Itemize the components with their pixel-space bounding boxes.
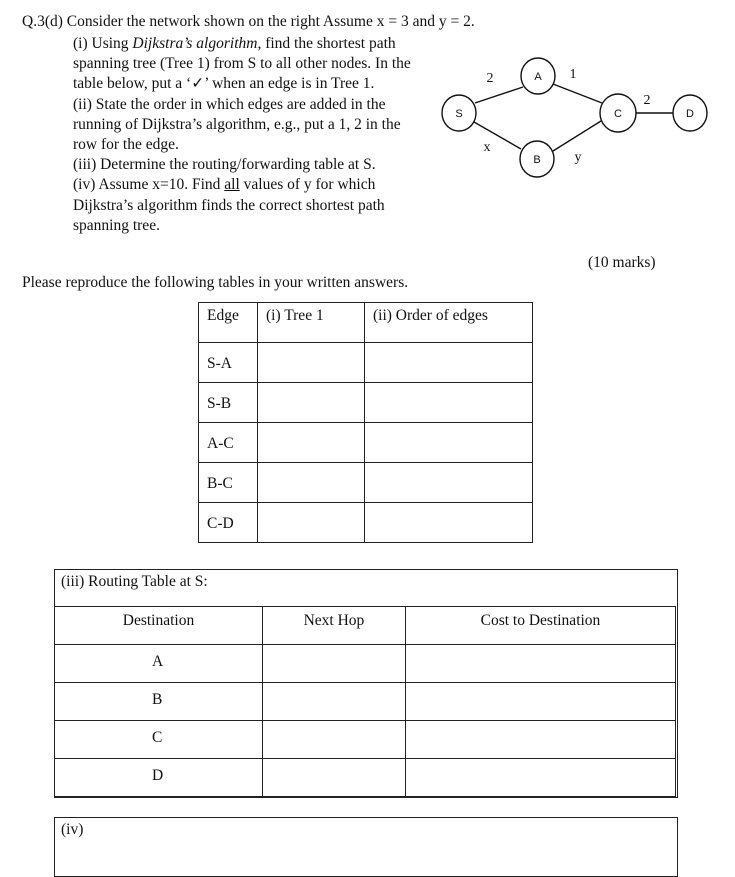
part-iv-label: (iv) [61, 821, 84, 838]
routing-table-title: (iii) Routing Table at S: [61, 573, 208, 590]
edge-s-b [474, 122, 521, 149]
tree1-cell[interactable] [258, 383, 365, 423]
routing-table-header [55, 607, 676, 645]
header-cost: Cost to Destination [405, 607, 675, 645]
order-cell[interactable] [365, 343, 533, 383]
next-hop-cell[interactable] [263, 759, 406, 797]
table-row [55, 721, 676, 759]
routing-table-box [54, 569, 678, 798]
destination-cell: B [55, 683, 263, 721]
table-row [199, 463, 533, 503]
cost-cell[interactable] [405, 683, 675, 721]
table-row [199, 343, 533, 383]
node-b-label: B [533, 154, 541, 166]
edge-a-c-label: 1 [569, 67, 577, 82]
edge-a-c [553, 84, 602, 103]
routing-table [54, 606, 676, 797]
table-row [55, 645, 676, 683]
destination-cell: C [55, 721, 263, 759]
part-ii: (ii) State the order in which edges are added in the running of Dijkstra’s algorithm, e.g., put a 1, 2 in the row for the edge. [73, 95, 401, 154]
part-iii: (iii) Determine the routing/forwarding table at S. [73, 156, 376, 174]
next-hop-cell[interactable] [263, 721, 406, 759]
next-hop-cell[interactable] [263, 645, 406, 683]
node-s-label: S [455, 108, 463, 120]
edge-table [198, 302, 533, 543]
tree1-cell[interactable] [258, 503, 365, 543]
question-heading: Q.3(d) Consider the network shown on the right Assume x = 3 and y = 2. [22, 13, 475, 30]
edge-s-a-label: 2 [486, 71, 494, 86]
edge-s-b-label: x [483, 140, 491, 155]
part-iv-text-c: values of y for which Dijkstra’s algorithm finds the correct shortest path spanning tree. [73, 176, 385, 234]
order-cell[interactable] [365, 383, 533, 423]
edge-table-header [199, 303, 533, 343]
edge-cell: C-D [199, 503, 258, 543]
cost-cell[interactable] [405, 759, 675, 797]
table-row [199, 383, 533, 423]
edge-cell: S-A [199, 343, 258, 383]
reproduce-instruction: Please reproduce the following tables in your written answers. [22, 274, 409, 291]
marks-label: (10 marks) [588, 254, 656, 271]
part-iv-answer-box[interactable] [54, 817, 678, 877]
tree1-cell[interactable] [258, 463, 365, 503]
part-iv-text-a: (iv) Assume x=10. Find [73, 176, 225, 194]
edge-b-c-label: y [574, 150, 582, 165]
edge-s-a [475, 87, 523, 103]
order-cell[interactable] [365, 423, 533, 463]
header-order: (ii) Order of edges [365, 303, 533, 343]
header-destination: Destination [55, 607, 263, 645]
node-c-label: C [614, 108, 622, 120]
part-iv-text-b: all [224, 176, 240, 194]
next-hop-cell[interactable] [263, 683, 406, 721]
edge-c-d-label: 2 [643, 93, 651, 108]
edge-b-c [553, 121, 601, 151]
header-tree1: (i) Tree 1 [258, 303, 365, 343]
destination-cell: D [55, 759, 263, 797]
edge-cell: B-C [199, 463, 258, 503]
node-d-label: D [686, 108, 694, 120]
table-row [199, 503, 533, 543]
order-cell[interactable] [365, 503, 533, 543]
cost-cell[interactable] [405, 645, 675, 683]
edge-cell: S-B [199, 383, 258, 423]
table-row [199, 423, 533, 463]
tree1-cell[interactable] [258, 343, 365, 383]
edge-cell: A-C [199, 423, 258, 463]
part-i-text-b: Dijkstra’s algorithm [132, 35, 258, 52]
cost-cell[interactable] [405, 721, 675, 759]
node-a-label: A [534, 71, 542, 83]
part-i-text-a: (i) Using [73, 35, 133, 52]
header-next-hop: Next Hop [263, 607, 406, 645]
table-row [55, 683, 676, 721]
part-i-text-c: , find the shortest path spanning tree (Tree 1) from S to all other nodes. In the table below, put a ‘✓’ when an edge is in Tree 1. [73, 35, 411, 93]
destination-cell: A [55, 645, 263, 683]
header-edge: Edge [199, 303, 258, 343]
order-cell[interactable] [365, 463, 533, 503]
table-row [55, 759, 676, 797]
tree1-cell[interactable] [258, 423, 365, 463]
